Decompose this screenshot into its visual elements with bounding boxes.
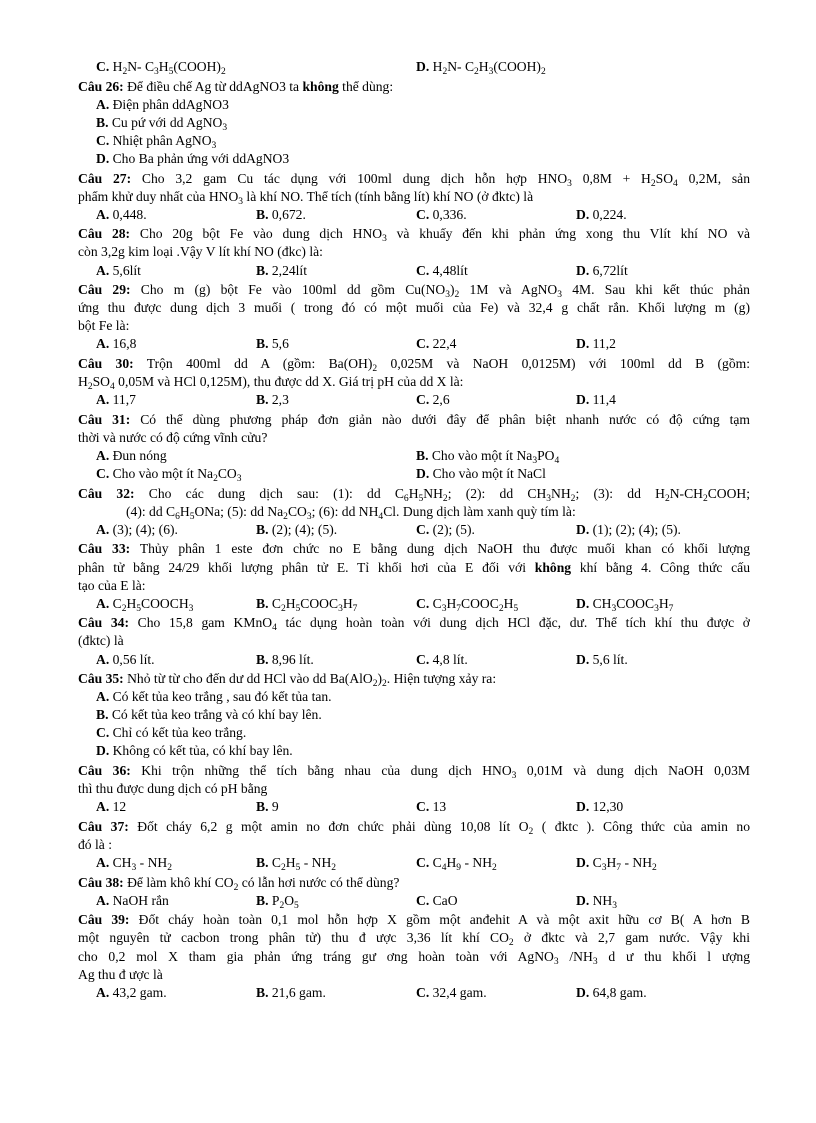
question-number: Câu 34:: [78, 615, 129, 631]
question-stem-cont: (đktc) là: [78, 633, 124, 649]
option-a: A. 43,2 gam.: [96, 984, 167, 1000]
question-stem: Có thể dùng phương pháp đơn giản nào dưới đây để phân biệt nhanh nước có độ cứng tạm: [140, 411, 750, 427]
question-stem-cont: Ag thu đ ược là: [78, 966, 163, 982]
option-c: C. 4,48lít: [416, 262, 468, 278]
option-b: B. 8,96 lít.: [256, 651, 314, 667]
question-number: Câu 30:: [78, 356, 134, 371]
option-d: D. Cho Ba phản ứng với ddAgNO3: [96, 150, 290, 166]
options-row: [78, 595, 750, 613]
option-b: B. 2,3: [256, 392, 289, 408]
question-30: [78, 355, 750, 409]
question-stem: Đốt cháy hoàn toàn 0,1 mol hỗn hợp X gồm một anđehit A và một axit hữu cơ B( A hơn B: [138, 912, 750, 928]
option-a: A. NaOH rắn: [96, 892, 169, 908]
option-b: B. (2); (4); (5).: [256, 521, 338, 537]
option-c: C. Nhiệt phân AgNO$_3$: [96, 132, 217, 151]
option-c: C. $C_3H_7COOC_2H_5$: [416, 595, 519, 614]
question-stem-cont: bột Fe là:: [78, 318, 130, 334]
option-b: B. 9: [256, 799, 279, 815]
prev-question-options: [78, 58, 750, 76]
options-row: [78, 262, 750, 280]
option-a: A. Điện phân ddAgNO3: [96, 96, 229, 112]
option-b: B. Cu pứ với dd AgNO$_3$: [96, 114, 228, 133]
option-a: A. 12: [96, 799, 127, 815]
option-c: C. 22,4: [416, 336, 457, 352]
option-c: C. $C_4H_9 - NH_2$: [416, 855, 497, 874]
option-a: A. 11,7: [96, 392, 136, 408]
option-a: A. $C_2H_5COOCH_3$: [96, 595, 194, 614]
question-stem-cont: còn 3,2g kim loại .Vậy V lít khí NO (đkc) là:: [78, 244, 323, 260]
question-stem: Cho các dung dịch sau: (1): dd $C_6H_5NH_2$; (2): dd $CH_3NH_2$; (3): dd $H_2N-CH_2COOH$;: [148, 485, 750, 503]
question-stem-cont: tạo của E là:: [78, 577, 146, 593]
question-stem: Cho 15,8 gam KMnO$_4$ tác dụng hoàn toàn với dung dịch HCl đặc, dư. Thể tích khí thu được ở: [137, 615, 750, 633]
question-number: Câu 38:: [78, 874, 124, 890]
option-a: A. 16,8: [96, 336, 137, 352]
question-stem-cont: phẩm khử duy nhất của $HNO_3$ là khí NO. Thể tích (tính bằng lít) khí NO (ở đktc) là: [78, 188, 534, 207]
question-stem: Nhỏ từ từ cho đến dư dd HCl vào dd $Ba(AlO_2)_2$. Hiện tượng xảy ra:: [127, 671, 497, 690]
option-c: C. CaO: [416, 892, 458, 908]
options-row: [78, 854, 750, 872]
option-c: C. $H_2N-$ $C_3H_5(COOH)_2$: [96, 59, 226, 77]
question-37: [78, 818, 750, 872]
option-d: D. Cho vào một ít NaCl: [416, 466, 546, 482]
question-number: Câu 31:: [78, 411, 131, 427]
question-stem: Cho 3,2 gam Cu tác dụng với 100ml dung dịch hỗn hợp $HNO_3$ $0,8M + H_2SO_4$ 0,2M, sản: [141, 170, 750, 188]
question-31: [78, 411, 750, 483]
question-number: Câu 32:: [78, 485, 135, 501]
option-a: A. (3); (4); (6).: [96, 521, 178, 537]
question-stem: Đốt cháy 6,2 g một amin no đơn chức phải dùng 10,08 lít $O_2$ ( đktc ). Công thức của amin no: [137, 818, 750, 836]
option-d: D. $NH_3$: [576, 892, 618, 911]
option-d: D. $CH_3COOC_3H_7$: [576, 595, 674, 614]
option-b: B. $P_2O_5$: [256, 892, 299, 911]
question-stem: Để điều chế Ag từ ddAgNO3 ta không thể dùng:: [127, 78, 394, 94]
options-row: [78, 651, 750, 669]
options-row: [78, 892, 750, 910]
question-33: [78, 540, 750, 612]
option-a: A. 0,56 lít.: [96, 651, 155, 667]
question-number: Câu 35:: [78, 671, 124, 687]
options-row: [78, 206, 750, 224]
option-c: C. 32,4 gam.: [416, 984, 487, 1000]
option-a: A. 5,6lít: [96, 262, 141, 278]
option-d: D. 5,6 lít.: [576, 651, 628, 667]
question-29: [78, 281, 750, 353]
question-stem: Thủy phân 1 este đơn chức no E bằng dung dịch NaOH thu được muối khan có khối lượng: [139, 541, 750, 557]
question-stem-cont: thì thu được dung dịch có pH bằng: [78, 781, 268, 797]
question-stem: Cho 20g bột Fe vào dung dịch $HNO_3$ và khuấy đến khi phản ứng xong thu Vlít khí NO và: [139, 226, 750, 244]
option-c: C. 4,8 lít.: [416, 651, 468, 667]
question-26: [78, 78, 750, 168]
question-35: [78, 670, 750, 760]
option-d: D. 64,8 gam.: [576, 984, 647, 1000]
question-stem: Để làm khô khí $CO_2$ có lẫn hơi nước có thể dùng?: [127, 874, 400, 893]
option-b: B. $C_2H_5COOC_3H_7$: [256, 595, 358, 614]
question-number: Câu 39:: [78, 912, 130, 928]
option-d: D. Không có kết tủa, có khí bay lên.: [96, 743, 293, 759]
options-row: [78, 391, 750, 409]
question-stem: Khi trộn những thể tích bằng nhau của dung dịch $HNO_3$ 0,01M và dung dịch NaOH 0,03M: [141, 763, 750, 781]
option-a: A. 0,448.: [96, 206, 147, 222]
option-b: B. Cho vào một ít $Na_3PO_4$: [416, 447, 560, 466]
question-number: Câu 29:: [78, 282, 131, 298]
option-b: B. 0,672.: [256, 206, 306, 222]
option-c: C. 0,336.: [416, 206, 467, 222]
question-36: [78, 762, 750, 816]
question-stem: Cho m (g) bột Fe vào 100ml dd gồm $Cu(NO_3)_2$ 1M và AgNO$_3$ 4M. Sau khi kết thúc phản: [140, 282, 750, 300]
option-d: D. 12,30: [576, 799, 624, 815]
options-row: [78, 521, 750, 539]
question-38: [78, 874, 750, 910]
option-b: B. Có kết tủa keo trắng và có khí bay lên.: [96, 707, 322, 723]
question-stem-cont: đó là :: [78, 836, 112, 852]
question-28: [78, 225, 750, 279]
question-39: [78, 911, 750, 1001]
question-stem-cont: một nguyên tử cacbon trong phân tử) thu đ ược 3,36 lít khí $CO_2$ ở đktc và 2,7 gam nước. Vậy khi: [78, 930, 750, 948]
options-row: [78, 984, 750, 1002]
option-d: D. (1); (2); (4); (5).: [576, 521, 681, 537]
option-a: A. $CH_3 - NH_2$: [96, 855, 173, 874]
question-32: [78, 485, 750, 539]
option-c: C. Cho vào một ít $Na_2CO_3$: [96, 466, 242, 485]
option-a: A. Có kết tủa keo trắng , sau đó kết tủa tan.: [96, 689, 332, 705]
option-d: D. $C_3H_7 - NH_2$: [576, 855, 657, 874]
options-row: [78, 335, 750, 353]
option-b: B. 5,6: [256, 336, 289, 352]
question-number: Câu 26:: [78, 78, 124, 94]
question-stem-cont: $H_2SO_4$ 0,05M và HCl 0,125M), thu được dd X. Giá trị pH của dd X là:: [78, 374, 464, 393]
question-stem-cont: cho 0,2 mol X tham gia phản ứng tráng gư ơng hoàn toàn với AgNO$_3$ $/NH_3$ d ư thu khối l ượng: [78, 948, 750, 966]
option-b: B. 21,6 gam.: [256, 984, 326, 1000]
option-d: D. 0,224.: [576, 206, 627, 222]
option-c: C. 13: [416, 799, 447, 815]
option-c: C. 2,6: [416, 392, 450, 408]
question-stem-cont: (4): dd $C_6H_5ONa$; (5): dd $Na_2CO_3$; (6): dd $NH_4Cl$. Dung dịch làm xanh quỳ tím là:: [126, 503, 576, 522]
exam-content: [78, 58, 750, 1002]
question-number: Câu 27:: [78, 170, 132, 186]
question-stem-cont: phân tử bằng 24/29 khối lượng phân tử E. Tỉ khối hơi của E đối với không khí bằng 4. Công thức cấu: [78, 559, 750, 575]
option-d: D. $H_2N-$ $C_2H_3(COOH)_2$: [416, 59, 546, 77]
option-a: A. Đun nóng: [96, 447, 167, 463]
option-c: C. (2); (5).: [416, 521, 475, 537]
option-c: C. Chỉ có kết tủa keo trắng.: [96, 725, 247, 741]
options-row: [78, 447, 750, 465]
option-d: D. 11,4: [576, 392, 616, 408]
question-number: Câu 36:: [78, 763, 131, 779]
question-number: Câu 28:: [78, 226, 131, 242]
question-number: Câu 33:: [78, 541, 131, 557]
option-d: D. 6,72lít: [576, 262, 628, 278]
question-stem-cont: thời và nước có độ cứng vĩnh cửu?: [78, 429, 268, 445]
options-row: [78, 465, 750, 483]
options-row: [78, 798, 750, 816]
option-d: D. 11,2: [576, 336, 616, 352]
question-27: [78, 170, 750, 224]
option-b: B. $C_2H_5 - NH_2$: [256, 855, 337, 874]
question-number: Câu 37:: [78, 818, 129, 834]
option-b: B. 2,24lít: [256, 262, 307, 278]
question-stem: Trộn 400ml dd A (gồm: $Ba(OH)_2$ 0,025M và NaOH 0,0125M) với 100ml dd B (gồm:: [146, 356, 750, 374]
question-stem-cont: ứng thu được dung dịch 3 muối ( trong đó có một muối của Fe) và 32,4 g chất rắn. Khối lượng m (g): [78, 300, 750, 316]
question-34: [78, 614, 750, 668]
